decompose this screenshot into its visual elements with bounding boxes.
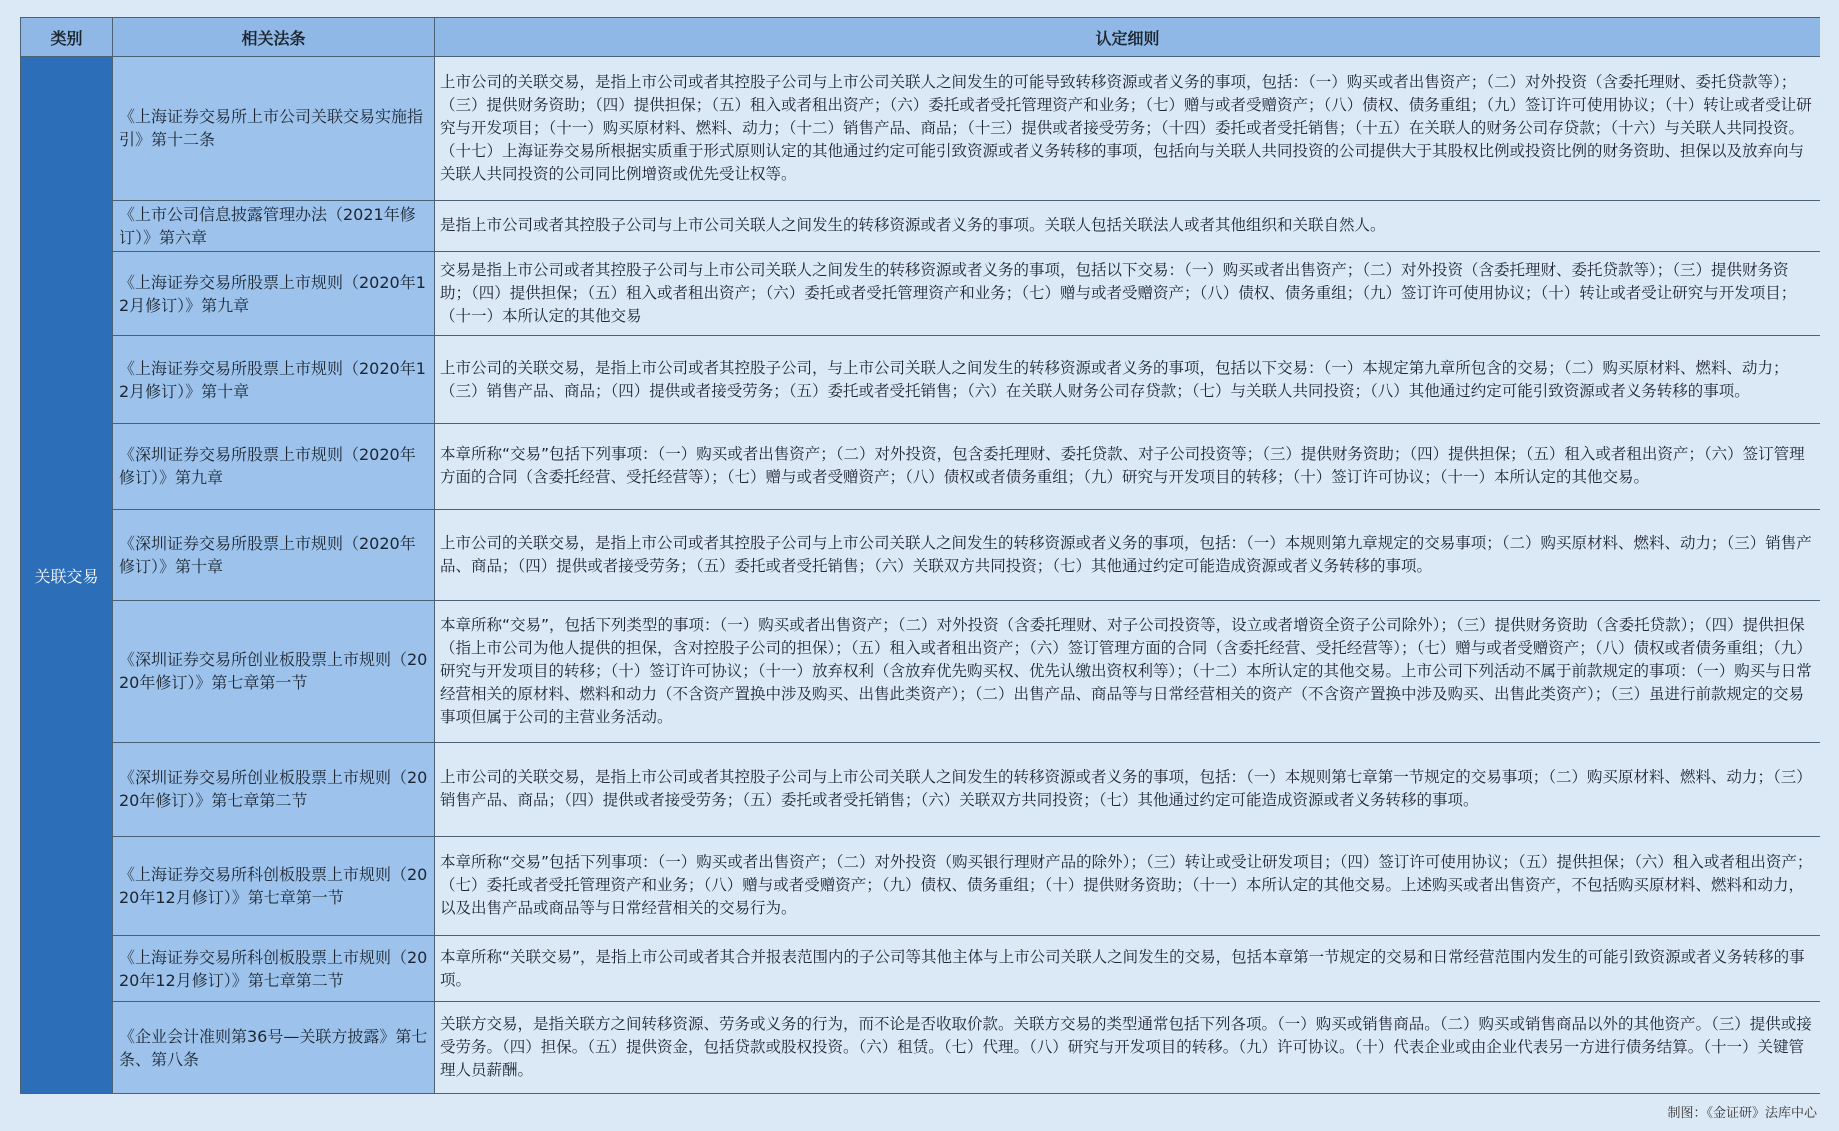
rule-cell: 本章所称“交易”包括下列事项：（一）购买或者出售资产；（二）对外投资，包含委托理财、委托贷款、对子公司投资等；（三）提供财务资助；（四）提供担保；（五）租入或者租出资产；（六）签订管理方面的合同（含委托经营、受托经营等）；（七）赠与或者受赠资产；（八）债权或者债务重组；（九）研究与开发项目的转移；（十）签订许可协议；（十一）本所认定的其他交易。 bbox=[435, 423, 1821, 509]
table-row bbox=[21, 1002, 1821, 1094]
law-cell: 《深圳证券交易所股票上市规则（2020年修订）》第九章 bbox=[113, 423, 435, 509]
law-cell: 《深圳证券交易所创业板股票上市规则（2020年修订）》第七章第二节 bbox=[113, 743, 435, 836]
law-cell: 《上海证券交易所科创板股票上市规则（2020年12月修订）》第七章第二节 bbox=[113, 936, 435, 1002]
rule-cell: 本章所称“关联交易”，是指上市公司或者其合并报表范围内的子公司等其他主体与上市公司关联人之间发生的交易，包括本章第一节规定的交易和日常经营范围内发生的可能引致资源或者义务转移的事项。 bbox=[435, 936, 1821, 1002]
law-cell: 《上海证券交易所科创板股票上市规则（2020年12月修订）》第七章第一节 bbox=[113, 836, 435, 935]
rule-cell: 上市公司的关联交易，是指上市公司或者其控股子公司，与上市公司关联人之间发生的转移资源或者义务的事项，包括以下交易：（一）本规定第九章所包含的交易；（二）购买原材料、燃料、动力；（三）销售产品、商品；（四）提供或者接受劳务；（五）委托或者受托销售；（六）在关联人财务公司存贷款；（七）与关联人共同投资；（八）其他通过约定可能引致资源或者义务转移的事项。 bbox=[435, 336, 1821, 423]
law-cell: 《深圳证券交易所创业板股票上市规则（2020年修订）》第七章第一节 bbox=[113, 600, 435, 743]
header-law: 相关法条 bbox=[113, 18, 435, 57]
table-row bbox=[21, 743, 1821, 836]
regulation-table-container bbox=[20, 17, 1820, 1094]
chart-credit: 制图：《金证研》法库中心 bbox=[1667, 1106, 1817, 1121]
table-row bbox=[21, 200, 1821, 251]
table-row bbox=[21, 836, 1821, 935]
law-cell: 《上海证券交易所上市公司关联交易实施指引》第十二条 bbox=[113, 57, 435, 201]
law-cell: 《企业会计准则第36号—关联方披露》第七条、第八条 bbox=[113, 1002, 435, 1094]
table-row bbox=[21, 510, 1821, 600]
table-row bbox=[21, 936, 1821, 1002]
table-row bbox=[21, 600, 1821, 743]
table-header-row bbox=[21, 18, 1821, 57]
law-cell: 《上海证券交易所股票上市规则（2020年12月修订）》第九章 bbox=[113, 251, 435, 335]
rule-cell: 交易是指上市公司或者其控股子公司与上市公司关联人之间发生的转移资源或者义务的事项，包括以下交易：（一）购买或者出售资产；（二）对外投资（含委托理财、委托贷款等）；（三）提供财务资助；（四）提供担保；（五）租入或者租出资产；（六）委托或者受托管理资产和业务；（七）赠与或者受赠资产；（八）债权、债务重组；（九）签订许可使用协议；（十）转让或者受让研究与开发项目；（十一）本所认定的其他交易 bbox=[435, 251, 1821, 335]
table-row bbox=[21, 57, 1821, 201]
header-category: 类别 bbox=[21, 18, 113, 57]
rule-cell: 上市公司的关联交易，是指上市公司或者其控股子公司与上市公司关联人之间发生的转移资源或者义务的事项，包括：（一）本规则第九章规定的交易事项；（二）购买原材料、燃料、动力；（三）销售产品、商品；（四）提供或者接受劳务；（五）委托或者受托销售；（六）关联双方共同投资；（七）其他通过约定可能造成资源或者义务转移的事项。 bbox=[435, 510, 1821, 600]
table-row bbox=[21, 251, 1821, 335]
rule-cell: 关联方交易，是指关联方之间转移资源、劳务或义务的行为，而不论是否收取价款。关联方交易的类型通常包括下列各项。（一）购买或销售商品。（二）购买或销售商品以外的其他资产。（三）提供或接受劳务。（四）担保。（五）提供资金，包括贷款或股权投资。（六）租赁。（七）代理。（八）研究与开发项目的转移。（九）许可协议。（十）代表企业或由企业代表另一方进行债务结算。（十一）关键管理人员薪酬。 bbox=[435, 1002, 1821, 1094]
related-party-transaction-table bbox=[20, 17, 1820, 1094]
table-row bbox=[21, 336, 1821, 423]
law-cell: 《上市公司信息披露管理办法（2021年修订）》第六章 bbox=[113, 200, 435, 251]
rule-cell: 本章所称“交易”，包括下列类型的事项：（一）购买或者出售资产；（二）对外投资（含委托理财、对子公司投资等，设立或者增资全资子公司除外）；（三）提供财务资助（含委托贷款）；（四）提供担保（指上市公司为他人提供的担保，含对控股子公司的担保）；（五）租入或者租出资产；（六）签订管理方面的合同（含委托经营、受托经营等）；（七）赠与或者受赠资产；（八）债权或者债务重组；（九）研究与开发项目的转移；（十）签订许可协议；（十一）放弃权利（含放弃优先购买权、优先认缴出资权利等）；（十二）本所认定的其他交易。上市公司下列活动不属于前款规定的事项：（一）购买与日常经营相关的原材料、燃料和动力（不含资产置换中涉及购买、出售此类资产）；（二）出售产品、商品等与日常经营相关的资产（不含资产置换中涉及购买、出售此类资产）；（三）虽进行前款规定的交易事项但属于公司的主营业务活动。 bbox=[435, 600, 1821, 743]
rule-cell: 上市公司的关联交易，是指上市公司或者其控股子公司与上市公司关联人之间发生的转移资源或者义务的事项，包括：（一）本规则第七章第一节规定的交易事项；（二）购买原材料、燃料、动力；（三）销售产品、商品；（四）提供或者接受劳务；（五）委托或者受托销售；（六）关联双方共同投资；（七）其他通过约定可能造成资源或者义务转移的事项。 bbox=[435, 743, 1821, 836]
header-rule: 认定细则 bbox=[435, 18, 1821, 57]
rule-cell: 上市公司的关联交易，是指上市公司或者其控股子公司与上市公司关联人之间发生的可能导致转移资源或者义务的事项，包括：（一）购买或者出售资产；（二）对外投资（含委托理财、委托贷款等）；（三）提供财务资助；（四）提供担保；（五）租入或者租出资产；（六）委托或者受托管理资产和业务；（七）赠与或者受赠资产；（八）债权、债务重组；（九）签订许可使用协议；（十）转让或者受让研究与开发项目；（十一）购买原材料、燃料、动力；（十二）销售产品、商品；（十三）提供或者接受劳务；（十四）委托或者受托销售；（十五）在关联人的财务公司存贷款；（十六）与关联人共同投资。（十七）上海证券交易所根据实质重于形式原则认定的其他通过约定可能引致资源或者义务转移的事项，包括向与关联人共同投资的公司提供大于其股权比例或投资比例的财务资助、担保以及放弃向与关联人共同投资的公司同比例增资或优先受让权等。 bbox=[435, 57, 1821, 201]
rule-cell: 是指上市公司或者其控股子公司与上市公司关联人之间发生的转移资源或者义务的事项。关联人包括关联法人或者其他组织和关联自然人。 bbox=[435, 200, 1821, 251]
table-row bbox=[21, 423, 1821, 509]
rule-cell: 本章所称“交易”包括下列事项：（一）购买或者出售资产；（二）对外投资（购买银行理财产品的除外）；（三）转让或受让研发项目；（四）签订许可使用协议；（五）提供担保；（六）租入或者租出资产；（七）委托或者受托管理资产和业务；（八）赠与或者受赠资产；（九）债权、债务重组；（十）提供财务资助；（十一）本所认定的其他交易。上述购买或者出售资产，不包括购买原材料、燃料和动力，以及出售产品或商品等与日常经营相关的交易行为。 bbox=[435, 836, 1821, 935]
law-cell: 《上海证券交易所股票上市规则（2020年12月修订）》第十章 bbox=[113, 336, 435, 423]
category-cell: 关联交易 bbox=[21, 57, 113, 1094]
law-cell: 《深圳证券交易所股票上市规则（2020年修订）》第十章 bbox=[113, 510, 435, 600]
